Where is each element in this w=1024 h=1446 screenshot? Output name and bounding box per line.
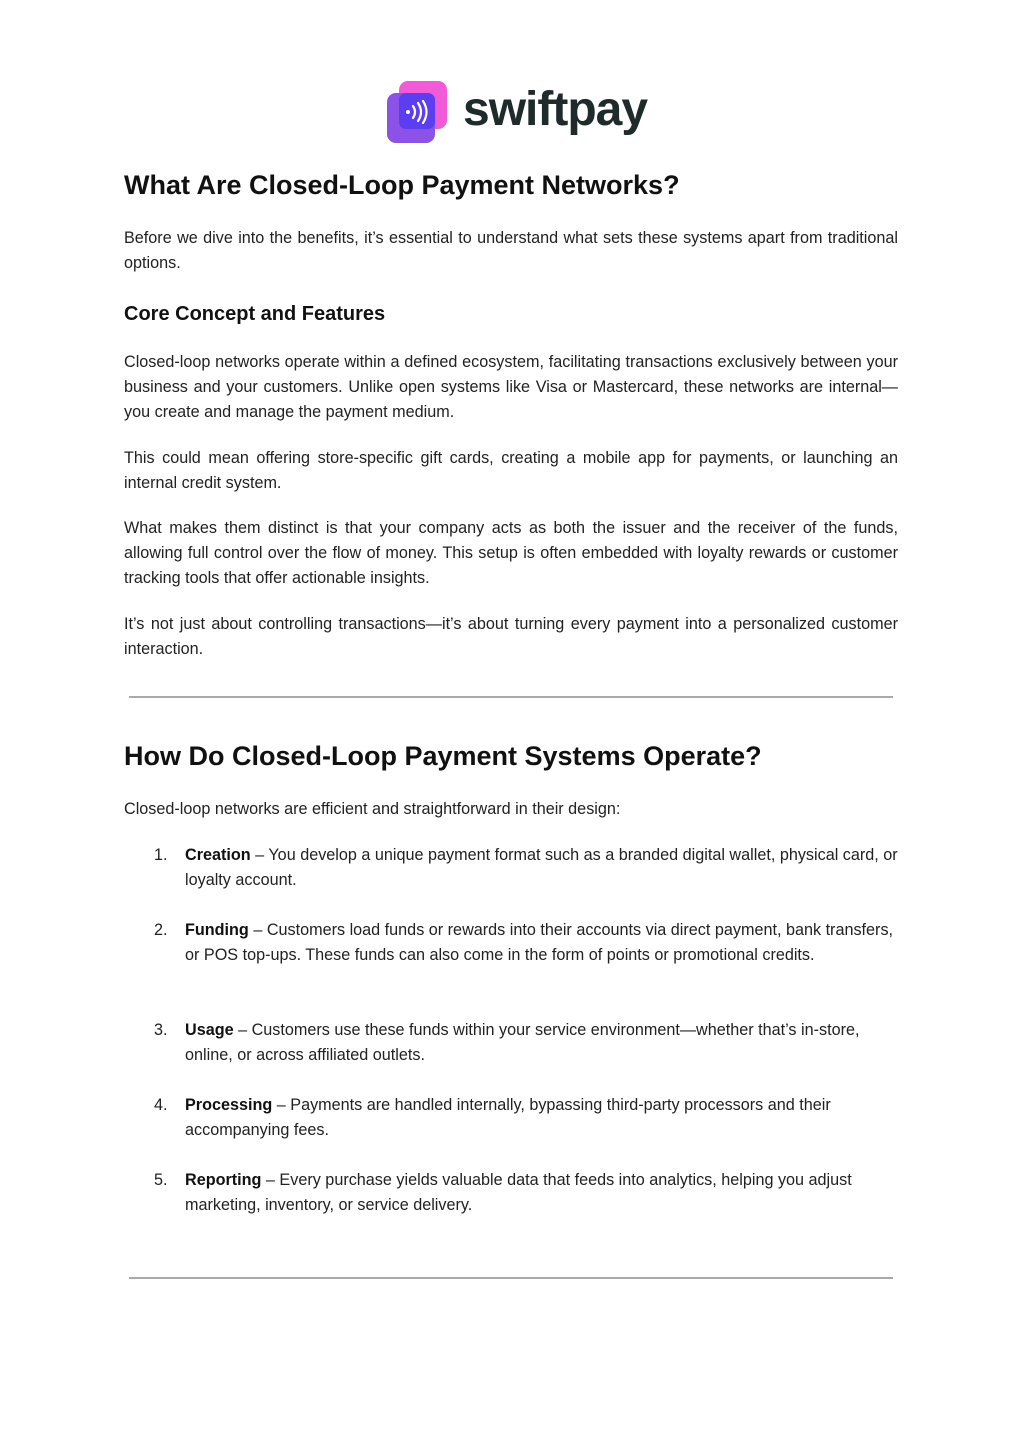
list-item: 3. Usage – Customers use these funds within your service environment—whether that’s in-store, online, or across affiliated outlets. bbox=[154, 1021, 860, 1064]
list-item: 1. Creation – You develop a unique payment format such as a branded digital wallet, physical card, or loyalty account. bbox=[154, 846, 898, 889]
paragraph-ecosystem: Closed-loop networks operate within a defined ecosystem, facilitating transactions exclusively between your business and your customers. Unlike open systems like Visa or Mastercard, these networks are internal—you create and manage the payment medium. bbox=[124, 353, 898, 421]
step-text: – Every purchase yields valuable data that feeds into analytics, helping you adjust marketing, inventory, or service delivery. bbox=[185, 1171, 852, 1214]
list-item: 5. Reporting – Every purchase yields valuable data that feeds into analytics, helping you adjust marketing, inventory, or service delivery. bbox=[154, 1171, 852, 1214]
step-term: Funding bbox=[185, 921, 249, 939]
step-text: – You develop a unique payment format such as a branded digital wallet, physical card, or loyalty account. bbox=[185, 846, 898, 889]
section-2-title: How Do Closed-Loop Payment Systems Operate? bbox=[124, 741, 762, 771]
step-term: Usage bbox=[185, 1021, 234, 1039]
contactless-wave-icon bbox=[404, 100, 430, 124]
section-1-subheading: Core Concept and Features bbox=[124, 303, 386, 325]
section-divider-2 bbox=[129, 1277, 893, 1279]
section-2-intro: Closed-loop networks are efficient and straightforward in their design: bbox=[124, 800, 621, 818]
step-term: Processing bbox=[185, 1096, 273, 1114]
swiftpay-logo-icon bbox=[387, 81, 449, 143]
section-1-intro: Before we dive into the benefits, it’s essential to understand what sets these systems apart from traditional options. bbox=[124, 229, 898, 272]
step-term: Reporting bbox=[185, 1171, 262, 1189]
brand-logo bbox=[387, 80, 647, 144]
step-text: – Customers use these funds within your service environment—whether that’s in-store, online, or across affiliated outlets. bbox=[185, 1021, 860, 1064]
section-divider-1 bbox=[129, 696, 893, 698]
list-item: 4. Processing – Payments are handled internally, bypassing third-party processors and their accompanying fees. bbox=[154, 1096, 831, 1139]
section-1-title: What Are Closed-Loop Payment Networks? bbox=[124, 170, 680, 200]
paragraph-examples: This could mean offering store-specific gift cards, creating a mobile app for payments, or launching an internal credit system. bbox=[124, 449, 898, 492]
paragraph-distinct: What makes them distinct is that your company acts as both the issuer and the receiver of the funds, allowing full control over the flow of money. This setup is often embedded with loyalty rewards or customer tracking tools that offer actionable insights. bbox=[124, 519, 898, 587]
step-term: Creation bbox=[185, 846, 251, 864]
brand-name: swiftpay bbox=[463, 83, 648, 136]
step-text: – Payments are handled internally, bypassing third-party processors and their accompanying fees. bbox=[185, 1096, 831, 1139]
step-text: – Customers load funds or rewards into their accounts via direct payment, bank transfers, or POS top-ups. These funds can also come in the form of points or promotional credits. bbox=[185, 921, 894, 964]
list-item: 2. Funding – Customers load funds or rewards into their accounts via direct payment, bank transfers, or POS top-ups. These funds can also come in the form of points or promotional credits. bbox=[154, 921, 894, 964]
paragraph-personalized: It’s not just about controlling transactions—it’s about turning every payment into a personalized customer interaction. bbox=[124, 615, 898, 658]
